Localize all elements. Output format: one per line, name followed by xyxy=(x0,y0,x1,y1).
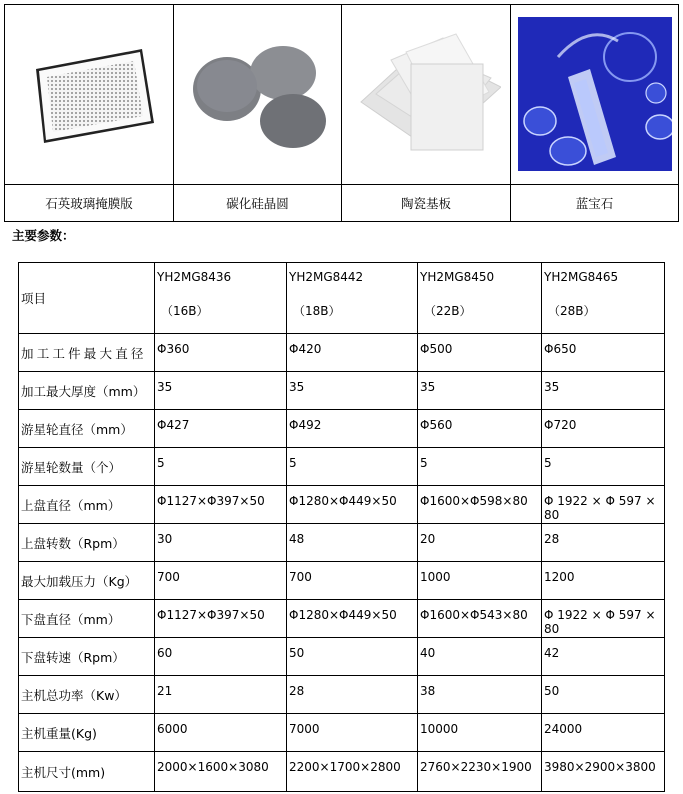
spec-row-label: 上盘转数（Rpm） xyxy=(19,524,155,562)
sic-wafer-icon xyxy=(183,39,333,149)
spec-value: 700 xyxy=(287,562,418,600)
gallery-caption-ceramic-substrate: 陶瓷基板 xyxy=(342,184,511,221)
model-grade: （16B） xyxy=(161,304,209,318)
spec-value: 20 xyxy=(418,524,542,562)
spec-table xyxy=(18,262,665,792)
spec-row xyxy=(19,752,665,792)
model-name: YH2MG8465 xyxy=(544,270,619,284)
spec-value: 42 xyxy=(542,638,665,676)
spec-value: Φ420 xyxy=(287,334,418,372)
spec-value: 5 xyxy=(418,448,542,486)
product-gallery xyxy=(4,4,679,222)
spec-value: 30 xyxy=(155,524,287,562)
spec-row xyxy=(19,524,665,562)
spec-row-label: 下盘转速（Rpm） xyxy=(19,638,155,676)
spec-row-label: 主机重量(Kg) xyxy=(19,714,155,752)
sapphire-icon xyxy=(518,17,672,171)
spec-value: 1000 xyxy=(418,562,542,600)
gallery-caption-sapphire: 蓝宝石 xyxy=(511,184,679,221)
spec-row-label: 最大加载压力（Kg） xyxy=(19,562,155,600)
spec-value: 28 xyxy=(542,524,665,562)
spec-value: 2000×1600×3080 xyxy=(155,752,287,792)
spec-row-label: 加工最大厚度（mm） xyxy=(19,372,155,410)
spec-value: 60 xyxy=(155,638,287,676)
spec-row-label: 游星轮数量（个） xyxy=(19,448,155,486)
spec-value: 2200×1700×2800 xyxy=(287,752,418,792)
spec-value: 7000 xyxy=(287,714,418,752)
spec-row-label: 下盘直径（mm） xyxy=(19,600,155,638)
spec-value: 50 xyxy=(287,638,418,676)
ceramic-substrate-image-cell xyxy=(342,5,511,185)
spec-value: 1200 xyxy=(542,562,665,600)
spec-row xyxy=(19,486,665,524)
model-grade: （18B） xyxy=(293,304,341,318)
spec-value: Φ1280×Φ449×50 xyxy=(287,600,418,638)
spec-value: 2760×2230×1900 xyxy=(418,752,542,792)
spec-value: 35 xyxy=(287,372,418,410)
spec-row xyxy=(19,676,665,714)
spec-row-label: 主机尺寸(mm) xyxy=(19,752,155,792)
spec-row-label: 加工工件最大直径 xyxy=(19,334,155,372)
model-name: YH2MG8442 xyxy=(289,270,364,284)
model-name: YH2MG8436 xyxy=(157,270,232,284)
spec-value: 35 xyxy=(418,372,542,410)
spec-value: 50 xyxy=(542,676,665,714)
spec-value: Φ 1922 × Φ 597 × 80 xyxy=(542,486,665,524)
spec-value: Φ560 xyxy=(418,410,542,448)
spec-row-label: 上盘直径（mm） xyxy=(19,486,155,524)
spec-value: Φ492 xyxy=(287,410,418,448)
spec-value: Φ720 xyxy=(542,410,665,448)
spec-value: 5 xyxy=(542,448,665,486)
spec-row xyxy=(19,600,665,638)
spec-header-model xyxy=(155,263,287,334)
spec-value: Φ 1922 × Φ 597 × 80 xyxy=(542,600,665,638)
spec-row xyxy=(19,410,665,448)
spec-row xyxy=(19,562,665,600)
spec-header-model xyxy=(542,263,665,334)
spec-value: 35 xyxy=(542,372,665,410)
spec-value: 5 xyxy=(155,448,287,486)
spec-row xyxy=(19,334,665,372)
spec-value: Φ650 xyxy=(542,334,665,372)
photomask-image-cell xyxy=(5,5,174,185)
spec-value: 10000 xyxy=(418,714,542,752)
spec-value: Φ1280×Φ449×50 xyxy=(287,486,418,524)
spec-row xyxy=(19,638,665,676)
spec-value: 48 xyxy=(287,524,418,562)
spec-header-model xyxy=(287,263,418,334)
spec-row-label: 游星轮直径（mm） xyxy=(19,410,155,448)
spec-row xyxy=(19,372,665,410)
spec-value: 38 xyxy=(418,676,542,714)
model-grade: （22B） xyxy=(424,304,472,318)
spec-value: Φ360 xyxy=(155,334,287,372)
spec-value: Φ500 xyxy=(418,334,542,372)
spec-row-label: 主机总功率（Kw） xyxy=(19,676,155,714)
gallery-caption-photomask: 石英玻璃掩膜版 xyxy=(5,184,174,221)
spec-row xyxy=(19,448,665,486)
spec-value: 28 xyxy=(287,676,418,714)
sic-wafer-image-cell xyxy=(174,5,342,185)
section-title: 主要参数： xyxy=(12,228,75,243)
spec-row xyxy=(19,714,665,752)
spec-value: Φ1127×Φ397×50 xyxy=(155,600,287,638)
sapphire-image-cell xyxy=(511,5,679,185)
spec-value: Φ1600×Φ543×80 xyxy=(418,600,542,638)
model-name: YH2MG8450 xyxy=(420,270,495,284)
spec-value: 40 xyxy=(418,638,542,676)
ceramic-substrate-icon xyxy=(351,32,501,157)
spec-value: Φ1600×Φ598×80 xyxy=(418,486,542,524)
photomask-icon xyxy=(14,39,164,149)
model-grade: （28B） xyxy=(548,304,596,318)
spec-value: 700 xyxy=(155,562,287,600)
spec-value: 35 xyxy=(155,372,287,410)
spec-value: 6000 xyxy=(155,714,287,752)
spec-value: 24000 xyxy=(542,714,665,752)
spec-header-model xyxy=(418,263,542,334)
spec-value: 21 xyxy=(155,676,287,714)
spec-value: Φ427 xyxy=(155,410,287,448)
spec-value: Φ1127×Φ397×50 xyxy=(155,486,287,524)
spec-header-row xyxy=(19,263,665,334)
spec-value: 3980×2900×3800 xyxy=(542,752,665,792)
gallery-caption-sic-wafer: 碳化硅晶圆 xyxy=(174,184,342,221)
spec-value: 5 xyxy=(287,448,418,486)
spec-header-label: 项目 xyxy=(19,263,155,334)
